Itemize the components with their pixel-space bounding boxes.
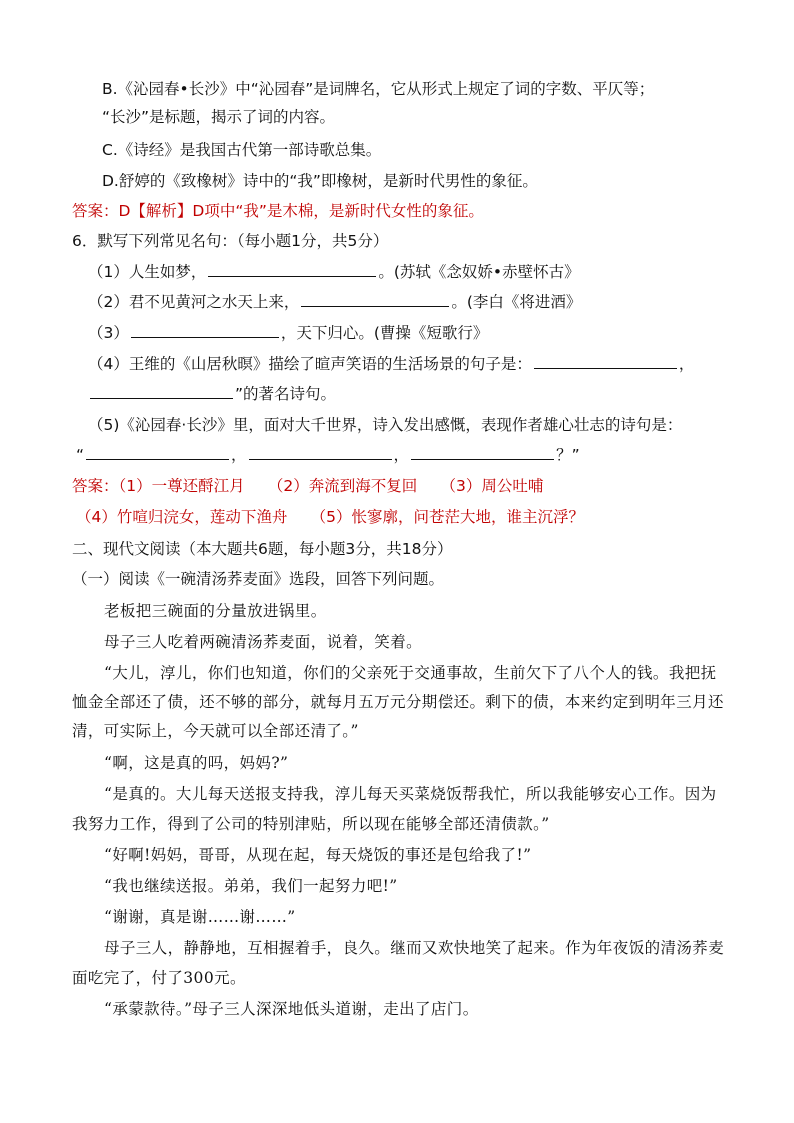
q6-item4-prefix: （4）王维的《山居秋暝》描绘了暄声笑语的生活场景的句子是： [88,355,532,373]
passage-line: 恤金全部还了债，还不够的部分，就每月五万元分期偿还。剩下的债，本来约定到明年三月还 [72,693,724,711]
answer-q5: 答案：D【解析】D项中“我”是木棉，是新时代女性的象征。 [72,202,484,220]
section2-title: 二、现代文阅读（本大题共6题，每小题3分，共18分） [72,540,453,558]
passage-line: “是真的。大儿每天送报支持我，淳儿每天买菜烧饭帮我忙，所以我能够安心工作。因为 [104,785,717,803]
q6-item5-blank2 [249,444,392,460]
q6-item4-blank1 [534,353,677,369]
q6-item1-prefix: （1）人生如梦， [88,263,207,281]
q6-item1-suffix: 。(苏轼《念奴娇•赤壁怀古》 [378,263,580,281]
q6-item3-suffix: ，天下归心。(曹操《短歌行》 [280,324,489,342]
passage-line: “承蒙款待。”母子三人深深地低头道谢，走出了店门。 [104,1000,479,1018]
q6-item5-close: ？” [556,446,580,464]
passage-line: “啊，这是真的吗，妈妈?” [104,754,289,772]
option-b-line2: “长沙”是标题，揭示了词的内容。 [102,108,336,126]
passage-line: 母子三人吃着两碗清汤荞麦面，说着，笑着。 [104,633,423,651]
passage-line: 母子三人，静静地，互相握着手，良久。继而又欢快地笑了起来。作为年夜饭的清汤荞麦 [104,939,725,957]
q6-item4-blank2 [90,383,233,399]
q6-item5-blank3 [411,444,554,460]
q6-item2-blank [301,291,449,307]
option-b-line1: B.《沁园春•长沙》中“沁园春”是词牌名，它从形式上规定了词的字数、平仄等； [102,80,655,98]
option-c: C.《诗经》是我国古代第一部诗歌总集。 [102,141,382,159]
section2-subtitle: （一）阅读《一碗清汤荞麦面》选段，回答下列问题。 [72,570,445,588]
answer-q6-line2: （4）竹喧归浣女，莲动下渔舟 （5）怅寥廓，问苍茫大地，谁主沉浮？ [76,508,584,526]
passage-line: 面吃完了，付了300元。 [72,969,246,987]
q6-item2-suffix: 。(李白《将进酒》 [451,293,582,311]
q6-item1-blank [208,261,376,277]
passage-line: “大儿，淳儿，你们也知道，你们的父亲死于交通事故，生前欠下了八个人的钱。我把抚 [104,664,717,682]
q6-item5-sep1: ， [231,446,247,464]
q6-item1 [88,261,580,283]
option-d: D.舒婷的《致橡树》诗中的“我”即橡树，是新时代男性的象征。 [102,172,538,190]
passage-line: “好啊!妈妈，哥哥，从现在起，每天烧饭的事还是包给我了!” [104,846,532,864]
q6-item2 [88,291,581,313]
q6-item4-suffix: ”的著名诗句。 [235,385,337,403]
passage-line: “我也继续送报。弟弟，我们一起努力吧!” [104,877,398,895]
q6-item2-prefix: （2）君不见黄河之水天上来， [88,293,300,311]
question6-title: 6．默写下列常见名句：（每小题1分，共5分） [72,232,389,250]
q6-item4-line1 [88,353,694,375]
passage-line: 老板把三碗面的分量放进锅里。 [104,602,327,620]
q6-item4-line2 [88,383,336,405]
q6-item3-prefix: （3） [88,324,129,342]
q6-item5-sep2: ， [393,446,410,464]
q6-item3-blank [131,322,279,338]
q6-item5-text: （5)《沁园春·长沙》里，面对大千世界，诗入发出感慨，表现作者雄心壮志的诗句是： [88,416,683,434]
answer-q6-line1: 答案：（1）一尊还酹江月 （2）奔流到海不复回 （3）周公吐哺 [72,477,544,495]
q6-item5-blank1 [86,444,229,460]
q6-item5-blanks [76,444,580,466]
q6-item4-mid: ， [678,355,695,373]
passage-line: “谢谢，真是谢……谢……” [104,908,296,926]
q6-item3 [88,322,488,344]
q6-item5-open: “ [76,446,85,464]
passage-line: 我努力工作，得到了公司的特别津贴，所以现在能够全部还清债款。” [72,815,550,833]
passage-line: 清，可实际上，今天就可以全部还清了。” [72,722,359,740]
